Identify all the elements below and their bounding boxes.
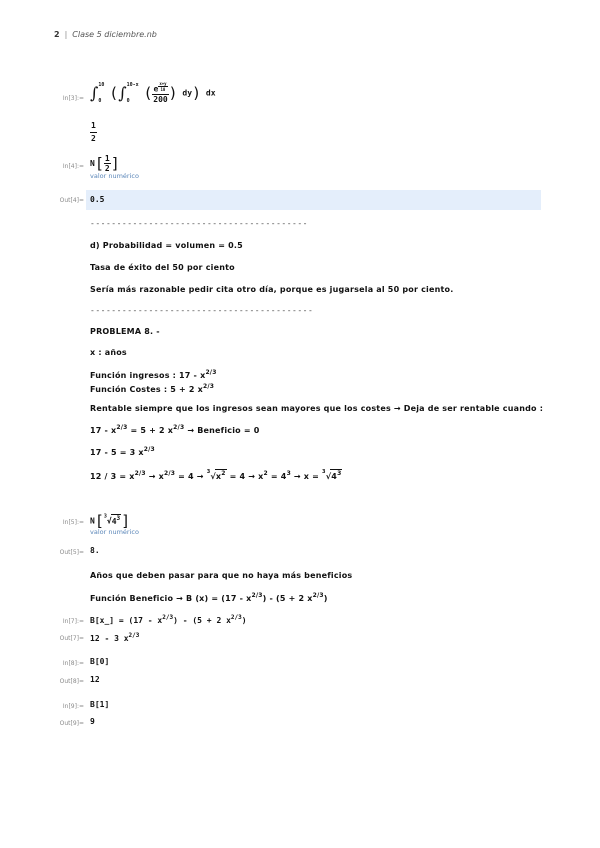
- out7-label: Out[7]=: [59, 635, 84, 642]
- open-paren: (: [109, 84, 119, 102]
- out7-exp: 2/3: [128, 632, 140, 639]
- ingresos-label: Función ingresos : 17 - x: [90, 371, 206, 380]
- out3-denominator: 2: [91, 134, 96, 143]
- in7-label: In[7]:=: [62, 618, 84, 625]
- divider-2: ------------------------------------------: [90, 306, 314, 315]
- ingresos-exp: 2/3: [205, 369, 217, 376]
- in4-denominator: 2: [104, 164, 110, 173]
- in9-label: In[9]:=: [62, 703, 84, 710]
- out8-value: 12: [90, 675, 100, 684]
- in4-hint[interactable]: valor numérico: [90, 172, 139, 180]
- in9-input[interactable]: B[1]: [90, 700, 110, 709]
- in7-exp2: 2/3: [230, 614, 242, 621]
- eq3-exp4: 3: [286, 470, 291, 477]
- eq3-a: 12 / 3 = x: [90, 472, 135, 481]
- fben-exp1: 2/3: [251, 592, 263, 599]
- out3-value: [90, 120, 97, 145]
- in7-input[interactable]: [90, 614, 247, 625]
- root-index-1: 3: [206, 469, 211, 475]
- in5-radicand-base: 4: [111, 516, 117, 526]
- out7-a: 12 - 3 x: [90, 634, 129, 643]
- out4-value: 0.5: [90, 195, 105, 204]
- in8-input[interactable]: B[0]: [90, 657, 110, 666]
- in5-root-index: 3: [103, 513, 107, 520]
- text-ingresos: [90, 369, 217, 380]
- open-paren-2: (: [143, 84, 153, 102]
- costes-exp: 2/3: [202, 383, 215, 390]
- root-index-2: 3: [322, 469, 326, 475]
- in3-label: In[3]:=: [62, 95, 84, 102]
- inner-lower-limit: 0: [126, 98, 130, 104]
- in4-head: N: [90, 159, 95, 168]
- out5-label: Out[5]=: [59, 549, 84, 556]
- outer-upper-limit: 10: [98, 82, 105, 88]
- in4-label: In[4]:=: [62, 163, 84, 170]
- equation-2: [90, 446, 155, 457]
- in7-b: ) - (5 + 2 x: [173, 616, 231, 625]
- inner-upper-limit: 10-x: [126, 82, 139, 88]
- in7-a: B[x_] = (17 - x: [90, 616, 163, 625]
- integrand-denominator: 200: [153, 95, 168, 105]
- close-paren: ): [192, 84, 202, 102]
- exp-numerator: x+y: [159, 80, 167, 86]
- page-number: 2: [54, 30, 60, 39]
- in7-exp1: 2/3: [162, 614, 174, 621]
- eq3-exp3: 2: [263, 470, 268, 477]
- out9-value: 9: [90, 717, 95, 726]
- text-probabilidad: d) Probabilidad = volumen = 0.5: [90, 241, 243, 250]
- in8-label: In[8]:=: [62, 660, 84, 667]
- eq2-exp: 2/3: [143, 446, 155, 453]
- radicand-2-exp: 3: [337, 470, 342, 477]
- exp-denominator: 10: [160, 86, 166, 92]
- in5-radical-sign: √: [106, 516, 112, 526]
- in3-integral[interactable]: [90, 80, 216, 106]
- out8-label: Out[8]=: [59, 678, 84, 685]
- eq1-exp2: 2/3: [173, 424, 185, 431]
- equation-3: [90, 469, 342, 481]
- eq3-f: → x =: [290, 472, 323, 481]
- in5-radicand: [111, 514, 121, 526]
- page-header: [54, 30, 157, 39]
- integrand-fraction: [152, 81, 168, 106]
- close-paren-2: ): [168, 84, 178, 102]
- text-funcion-beneficio: [90, 592, 328, 603]
- radical-sign-1: √: [210, 472, 216, 481]
- eq1-a: 17 - x: [90, 426, 117, 435]
- costes-label: Función Costes : 5 + 2 x: [90, 385, 203, 394]
- out5-value: 8.: [90, 546, 100, 555]
- in7-c: ): [241, 616, 247, 625]
- in5-head: N: [90, 516, 95, 526]
- eq3-e: = 4: [267, 472, 287, 481]
- eq3-b: → x: [145, 472, 165, 481]
- notebook-filename: Clase 5 diciembre.nb: [72, 30, 157, 39]
- eq2-a: 17 - 5 = 3 x: [90, 448, 144, 457]
- outer-lower-limit: 0: [98, 98, 102, 104]
- text-x-anos: x : años: [90, 348, 127, 357]
- eq3-exp1: 2/3: [134, 470, 146, 477]
- integral-sign-outer: ∫: [90, 83, 99, 103]
- e-symbol: e: [153, 84, 159, 94]
- fben-a: Función Beneficio → B (x) = (17 - x: [90, 594, 252, 603]
- text-costes: [90, 383, 214, 394]
- out4-highlight: [86, 190, 541, 210]
- text-seria: Sería más razonable pedir cita otro día, porque es jugarsela al 50 por ciento.: [90, 285, 454, 294]
- radicand-1: [215, 469, 227, 481]
- dx-label: dx: [205, 88, 216, 98]
- dy-label: dy: [182, 88, 193, 98]
- in5-label: In[5]:=: [62, 519, 84, 526]
- in5-radicand-exp: 3: [116, 514, 121, 522]
- in5-hint[interactable]: valor numérico: [90, 528, 139, 536]
- radical-sign-2: √: [325, 472, 332, 481]
- divider-1: -----------------------------------------: [90, 219, 308, 228]
- text-problema: PROBLEMA 8. -: [90, 327, 160, 336]
- eq3-exp2: 2/3: [164, 470, 176, 477]
- text-rentable: Rentable siempre que los ingresos sean mayores que los costes → Deja de ser rentable cuando :: [90, 404, 544, 413]
- fben-c: ): [323, 594, 328, 603]
- header-separator: |: [64, 30, 68, 39]
- eq1-c: → Beneficio = 0: [184, 426, 260, 435]
- fben-exp2: 2/3: [312, 592, 324, 599]
- in4-numerator: 1: [104, 154, 110, 163]
- in5-input[interactable]: $N[^3√4^3]$: [90, 512, 131, 530]
- text-tasa: Tasa de éxito del 50 por ciento: [90, 263, 235, 272]
- eq3-c: = 4 →: [175, 472, 207, 481]
- out3-numerator: 1: [90, 120, 97, 133]
- radicand-1-base: x: [215, 472, 222, 481]
- eq1-b: = 5 + 2 x: [127, 426, 174, 435]
- in4-input[interactable]: N[ $\frac{1}{2}$ ]: [90, 154, 120, 173]
- out4-label: Out[4]=: [59, 197, 84, 204]
- fben-b: ) - (5 + 2 x: [262, 594, 313, 603]
- radicand-2-base: 4: [331, 472, 338, 481]
- text-anos: Años que deben pasar para que no haya más beneficios: [90, 571, 353, 580]
- eq1-exp1: 2/3: [116, 424, 128, 431]
- equation-1: [90, 424, 260, 435]
- out9-label: Out[9]=: [59, 720, 84, 727]
- eq3-d: = 4 → x: [226, 472, 264, 481]
- radicand-1-exp: 2: [221, 470, 226, 477]
- radicand-2: [330, 469, 342, 481]
- out7-value: [90, 632, 139, 643]
- integral-sign-inner: ∫: [118, 83, 127, 103]
